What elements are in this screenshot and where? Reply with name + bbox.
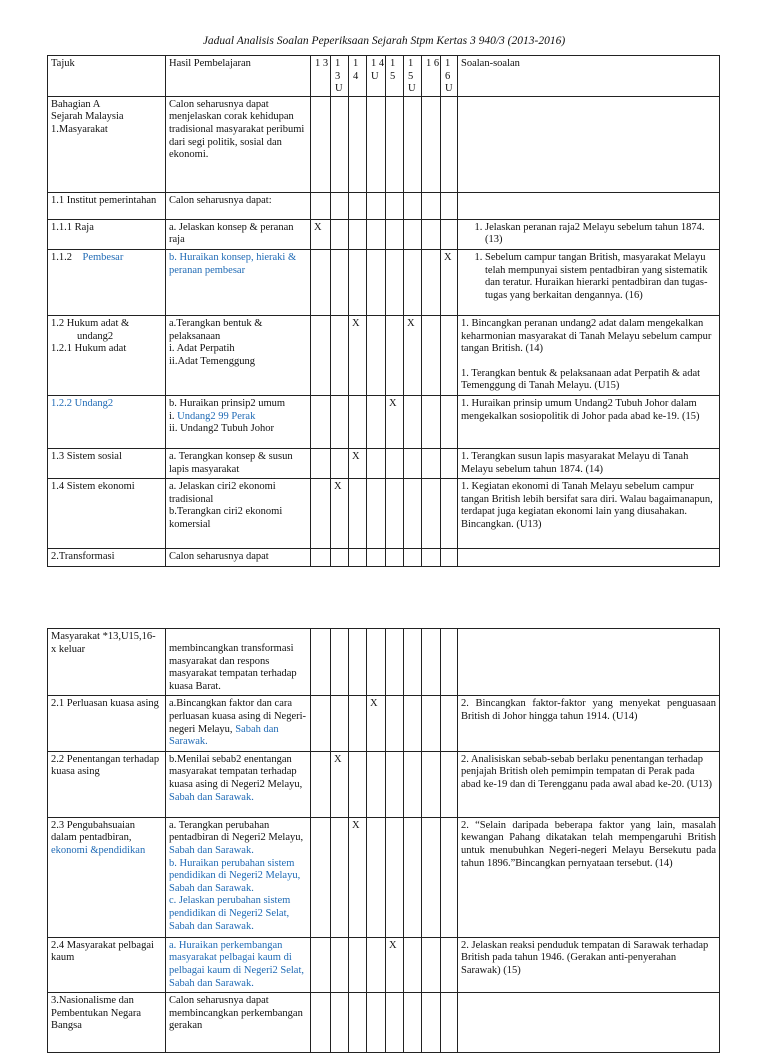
soalan-cell: 2. Jelaskan reaksi penduduk tempatan di Sarawak terhadap British pada tahun 1946. (Gerakan anti-penyerahan Sarawak) (15) xyxy=(458,937,720,992)
hasil-cell: Calon seharusnya dapat membincangkan perkembangan gerakan xyxy=(166,993,311,1053)
hasil-cell: Calon seharusnya dapat xyxy=(166,549,311,567)
table-row xyxy=(48,395,720,448)
hasil-cell: b.Menilai sebab2 enentangan masyarakat tempatan terhadap kuasa asing di Negeri2 Melayu, Sabah dan Sarawak. xyxy=(166,751,311,817)
soalan-cell: 1. Kegiatan ekonomi di Tanah Melayu sebelum campur tangan British lebih bersifat sara diri. Walau bagaimanapun, terdapat juga kegiatan ekonomi lain yang diusahakan. Bincangkan. (U13) xyxy=(458,479,720,549)
table-row xyxy=(48,549,720,567)
header-hasil: Hasil Pembelajaran xyxy=(166,56,311,97)
header-year-16: 1 6 xyxy=(422,56,441,97)
hasil-cell: b. Huraikan konsep, hieraki & peranan pembesar xyxy=(166,249,311,315)
document-title: Jadual Analisis Soalan Peperiksaan Sejarah Stpm Kertas 3 940/3 (2013-2016) xyxy=(202,35,566,47)
table-row xyxy=(48,192,720,219)
header-row xyxy=(48,56,720,97)
analysis-table-page-1 xyxy=(47,55,720,567)
mark-14: X xyxy=(349,315,367,395)
tajuk-cell: 1.4 Sistem ekonomi xyxy=(48,479,166,549)
table-row xyxy=(48,315,720,395)
soalan-cell: 2. Analisiskan sebab-sebab berlaku penentangan terhadap penjajah British oleh pemimpin tempatan di Perak pada abad ke-19 dan di Terengganu pada awal abad ke-20. (U13) xyxy=(458,751,720,817)
tajuk-cell: 1.2 Hukum adat & undang2 1.2.1 Hukum adat xyxy=(48,315,166,395)
header-year-13: 1 3 xyxy=(311,56,331,97)
tajuk-cell: Bahagian A Sejarah Malaysia 1.Masyarakat xyxy=(48,96,166,192)
soalan-cell: 2. Bincangkan faktor-faktor yang menyekat penguasaan British di Johor hingga tahun 1914. (U14) xyxy=(458,696,720,751)
header-year-15u: 1 5 U xyxy=(404,56,422,97)
hasil-cell: a. Huraikan perkembangan masyarakat pelbagai kaum di pelbagai kaum di Negeri2 Selat, Sabah dan Sarawak. xyxy=(166,937,311,992)
hasil-cell: a. Terangkan perubahan pentadbiran di Negeri2 Melayu, Sabah dan Sarawak. b. Huraikan perubahan sistem pendidikan di Negeri2 Melayu, Sabah dan Sarawak. c. Jelaskan perubahan sistem pendidikan di Negeri2 Selat, Sabah dan Sarawak. xyxy=(166,817,311,937)
tajuk-cell: 1.1 Institut pemerintahan xyxy=(48,192,166,219)
mark-15: X xyxy=(386,395,404,448)
hasil-cell: Calon seharusnya dapat menjelaskan corak kehidupan tradisional masyarakat peribumi dari segi politik, sosial dan ekonomi. xyxy=(166,96,311,192)
table-row xyxy=(48,937,720,992)
header-tajuk: Tajuk xyxy=(48,56,166,97)
hasil-cell: a. Terangkan konsep & susun lapis masyarakat xyxy=(166,448,311,478)
table-row xyxy=(48,96,720,192)
table-row xyxy=(48,629,720,696)
mark-13u: X xyxy=(331,751,349,817)
analysis-table-page-2 xyxy=(47,628,720,1053)
table-row xyxy=(48,993,720,1053)
tajuk-cell: 2.Transformasi xyxy=(48,549,166,567)
tajuk-cell: 3.Nasionalisme dan Pembentukan Negara Bangsa xyxy=(48,993,166,1053)
tajuk-cell: 2.3 Pengubahsuaian dalam pentadbiran, ekonomi &pendidikan xyxy=(48,817,166,937)
mark-14: X xyxy=(349,448,367,478)
header-year-16u: 1 6 U xyxy=(441,56,458,97)
tajuk-cell: 2.1 Perluasan kuasa asing xyxy=(48,696,166,751)
tajuk-cell: Masyarakat *13,U15,16- x keluar xyxy=(48,629,166,696)
mark-13u: X xyxy=(331,479,349,549)
tajuk-cell: 1.1.2 Pembesar xyxy=(48,249,166,315)
mark-14: X xyxy=(349,817,367,937)
header-year-15: 1 5 xyxy=(386,56,404,97)
soalan-cell: 2. “Selain daripada beberapa faktor yang lain, masalah kewangan Pahang dikatakan telah mempengaruhi British untuk menubuhkan Negeri-negeri Melayu Bersekutu pada tahun 1896.”Bincangkan pernyataan tersebut. (14) xyxy=(458,817,720,937)
tajuk-cell: 1.3 Sistem sosial xyxy=(48,448,166,478)
hasil-cell: a. Jelaskan ciri2 ekonomi tradisional b.Terangkan ciri2 ekonomi komersial xyxy=(166,479,311,549)
hasil-cell: a. Jelaskan konsep & peranan raja xyxy=(166,219,311,249)
hasil-cell: membincangkan transformasi masyarakat dan respons masyarakat tempatan terhadap kuasa Barat. xyxy=(166,629,311,696)
hasil-cell: a.Bincangkan faktor dan cara perluasan kuasa asing di Negeri-negeri Melayu, Sabah dan Sarawak. xyxy=(166,696,311,751)
hasil-cell: Calon seharusnya dapat: xyxy=(166,192,311,219)
table-row xyxy=(48,751,720,817)
table-row xyxy=(48,817,720,937)
soalan-cell: 1. Sebelum campur tangan British, masyarakat Melayu telah mempunyai sistem pentadbiran yang sistematik dan teratur. Huraikan hierarki pentadbiran dan tugas-tugas yang berkaitan dengannya. (16) xyxy=(458,249,720,315)
hasil-cell: b. Huraikan prinsip2 umum i. Undang2 99 Perak ii. Undang2 Tubuh Johor xyxy=(166,395,311,448)
tajuk-cell: 1.1.1 Raja xyxy=(48,219,166,249)
soalan-cell: 1. Terangkan susun lapis masyarakat Melayu di Tanah Melayu sebelum tahun 1874. (14) xyxy=(458,448,720,478)
header-year-14u: 1 4 U xyxy=(367,56,386,97)
table-row xyxy=(48,219,720,249)
mark-15u: X xyxy=(404,315,422,395)
table-row xyxy=(48,249,720,315)
soalan-cell: 1. Huraikan prinsip umum Undang2 Tubuh Johor dalam mengekalkan sosiopolitik di Johor pada abad ke-19. (15) xyxy=(458,395,720,448)
mark-13: X xyxy=(311,219,331,249)
header-year-14: 1 4 xyxy=(349,56,367,97)
table-row xyxy=(48,448,720,478)
table-row xyxy=(48,479,720,549)
soalan-cell: 1. Jelaskan peranan raja2 Melayu sebelum tahun 1874. (13) xyxy=(458,219,720,249)
tajuk-cell: 1.2.2 Undang2 xyxy=(48,395,166,448)
tajuk-cell: 2.4 Masyarakat pelbagai kaum xyxy=(48,937,166,992)
tajuk-cell: 2.2 Penentangan terhadap kuasa asing xyxy=(48,751,166,817)
mark-15: X xyxy=(386,937,404,992)
mark-14u: X xyxy=(367,696,386,751)
hasil-cell: a.Terangkan bentuk & pelaksanaan i. Adat Perpatih ii.Adat Temenggung xyxy=(166,315,311,395)
table-row xyxy=(48,696,720,751)
soalan-cell: 1. Bincangkan peranan undang2 adat dalam mengekalkan keharmonian masyarakat di Tanah Melayu sebelum campur tangan British. (14) 1. Terangkan bentuk & pelaksanaan adat Perpatih & adat Temenggung di Tanah Melayu. (U15) xyxy=(458,315,720,395)
header-soalan: Soalan-soalan xyxy=(458,56,720,97)
mark-16u: X xyxy=(441,249,458,315)
header-year-13u: 1 3 U xyxy=(331,56,349,97)
